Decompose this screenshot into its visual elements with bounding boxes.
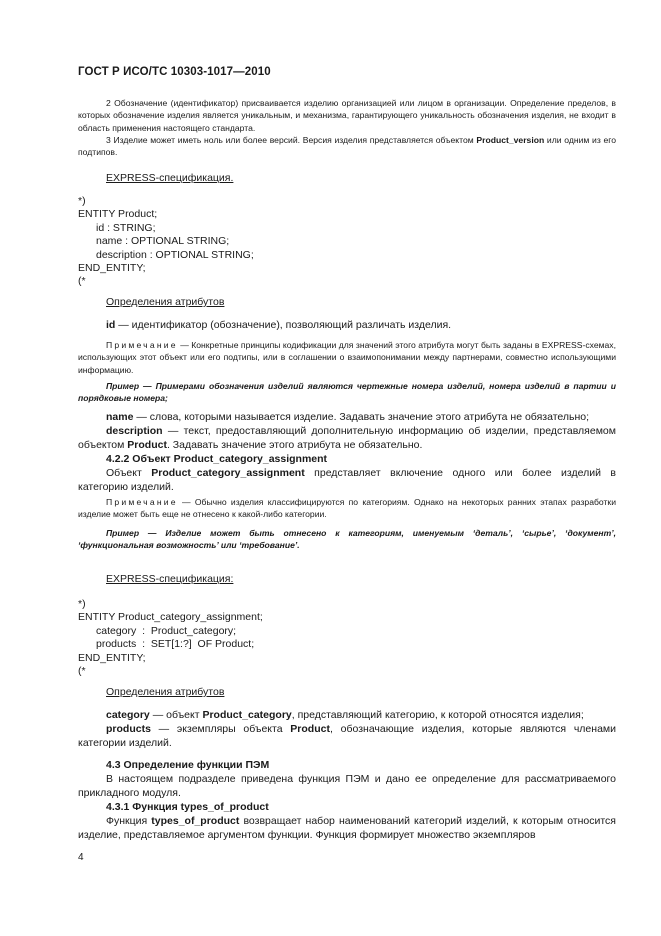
note-label: Примечание bbox=[106, 340, 178, 350]
attr-defs-title-1: Определения атрибутов bbox=[106, 296, 225, 308]
express-code-2 bbox=[78, 598, 263, 678]
category-bold: Product_category bbox=[202, 709, 292, 721]
notes-top bbox=[78, 97, 616, 158]
description-text-b: . Задавать значение этого атрибута не обязательно. bbox=[166, 439, 423, 451]
description-bold: Product bbox=[127, 439, 167, 451]
section-4-2-2-heading: 4.2.2 Объект Product_category_assignment bbox=[106, 453, 328, 465]
name-term: name bbox=[106, 411, 134, 423]
code-line: (* bbox=[78, 665, 86, 678]
code-line: description : OPTIONAL STRING; bbox=[96, 248, 254, 261]
code-line: END_ENTITY; bbox=[78, 651, 146, 664]
code-line: *) bbox=[78, 598, 86, 610]
code-line: id : STRING; bbox=[96, 221, 156, 234]
code-line: END_ENTITY; bbox=[78, 262, 146, 275]
sec422-bold: Product_category_assignment bbox=[151, 467, 305, 479]
category-term: category bbox=[106, 709, 150, 721]
section-4-3 bbox=[78, 758, 616, 842]
page-number: 4 bbox=[78, 852, 84, 863]
sec422-text-a: Объект bbox=[106, 467, 152, 479]
products-bold: Product bbox=[290, 723, 330, 735]
code-line: ENTITY Product_category_assignment; bbox=[78, 611, 263, 624]
note-4-2-2 bbox=[78, 496, 616, 521]
sec431-text-a: Функция bbox=[106, 815, 152, 827]
category-text-b: , представляющий категорию, к которой относятся изделия; bbox=[291, 709, 584, 721]
attr-defs-title-2: Определения атрибутов bbox=[106, 686, 225, 698]
note-text: — Обычно изделия классифицируются по категориям. Однако на некоторых ранних этапах разработки изделие может быть еще не отнесено к какой-либо категории. bbox=[78, 497, 616, 520]
description-text-a: — текст, предоставляющий дополнительную информацию об изделии, представляемом объектом bbox=[78, 425, 616, 451]
note-2: 2 Обозначение (идентификатор) присваивается изделию организацией или лицом в организации. Определение пределов, в которых обозначение изделия является уникальным, и механизма, гарантирующего уникальность обозначения изделия, не входит в область применения настоящего стандарта. bbox=[78, 98, 616, 133]
code-line: name : OPTIONAL STRING; bbox=[96, 235, 230, 248]
note-3 bbox=[78, 134, 616, 159]
note-text: — Конкретные принципы кодификации для значений этого атрибута могут быть заданы в EXPRESS-схемах, использующих этот объект или его подтипы, или в соглашении о взаимопонимании между партнерами, совместно использующими информацию. bbox=[78, 340, 616, 375]
sec431-text-b: возвращает набор наименований категорий изделий, к которым относится изделие, представляемое аргументом функции. Функция формирует множество экземпляров bbox=[78, 815, 616, 841]
example-2 bbox=[78, 527, 616, 552]
products-term: products bbox=[106, 723, 151, 735]
section-4-3-heading: 4.3 Определение функции ПЭМ bbox=[106, 759, 270, 771]
express-code-1 bbox=[78, 195, 254, 289]
id-term: id bbox=[106, 319, 116, 331]
category-text-a: — объект bbox=[149, 709, 203, 721]
code-line: (* bbox=[78, 275, 86, 288]
note-3-term: Product_version bbox=[476, 134, 545, 145]
section-4-3-text: В настоящем подразделе приведена функция ПЭМ и дано ее определение для рассматриваемого прикладного модуля. bbox=[78, 773, 616, 799]
name-text: — слова, которыми называется изделие. Задавать значение этого атрибута не обязательно; bbox=[133, 411, 590, 423]
section-4-3-1-heading: 4.3.1 Функция types_of_product bbox=[106, 801, 269, 813]
document-header: ГОСТ Р ИСО/ТС 10303-1017—2010 bbox=[78, 66, 271, 78]
attr-id bbox=[78, 318, 616, 332]
description-term: description bbox=[106, 425, 163, 437]
attr-note-1 bbox=[78, 339, 616, 376]
code-line: ENTITY Product; bbox=[78, 208, 158, 221]
products-text-b: , обозначающие изделия, которые являются членами категории изделий. bbox=[78, 723, 616, 749]
note-3-text-a: 3 Изделие может иметь ноль или более версий. Версия изделия представляется объектом bbox=[106, 134, 477, 145]
id-text: — идентификатор (обозначение), позволяющий различать изделия. bbox=[115, 319, 452, 331]
example-1 bbox=[78, 380, 616, 405]
code-line: *) bbox=[78, 195, 86, 207]
sec422-text-b: представляет включение одного или более изделий в категорию изделий. bbox=[78, 467, 616, 493]
express-spec-title-1: EXPRESS-спецификация. bbox=[106, 172, 234, 184]
note-3-text-c: или одним из его подтипов. bbox=[78, 134, 616, 158]
code-line: category : Product_category; bbox=[96, 624, 237, 637]
example-1-text: Пример — Примерами обозначения изделий являются чертежные номера изделий, номера изделий в партии и порядковые номера; bbox=[78, 381, 616, 404]
attr-category-products bbox=[78, 708, 616, 750]
express-spec-title-2: EXPRESS-спецификация: bbox=[106, 573, 234, 585]
sec431-bold: types_of_product bbox=[151, 815, 240, 827]
attr-name-desc bbox=[78, 410, 616, 494]
note-label: Примечание bbox=[106, 497, 178, 507]
code-line: products : SET[1:?] OF Product; bbox=[96, 638, 255, 651]
example-2-text: Пример — Изделие может быть отнесено к категориям, именуемым ‘деталь’, ‘сырье’, ‘документ’, ‘функциональная возможность’ или ‘требование’. bbox=[78, 528, 616, 551]
products-text-a: — экземпляры объекта bbox=[150, 723, 291, 735]
